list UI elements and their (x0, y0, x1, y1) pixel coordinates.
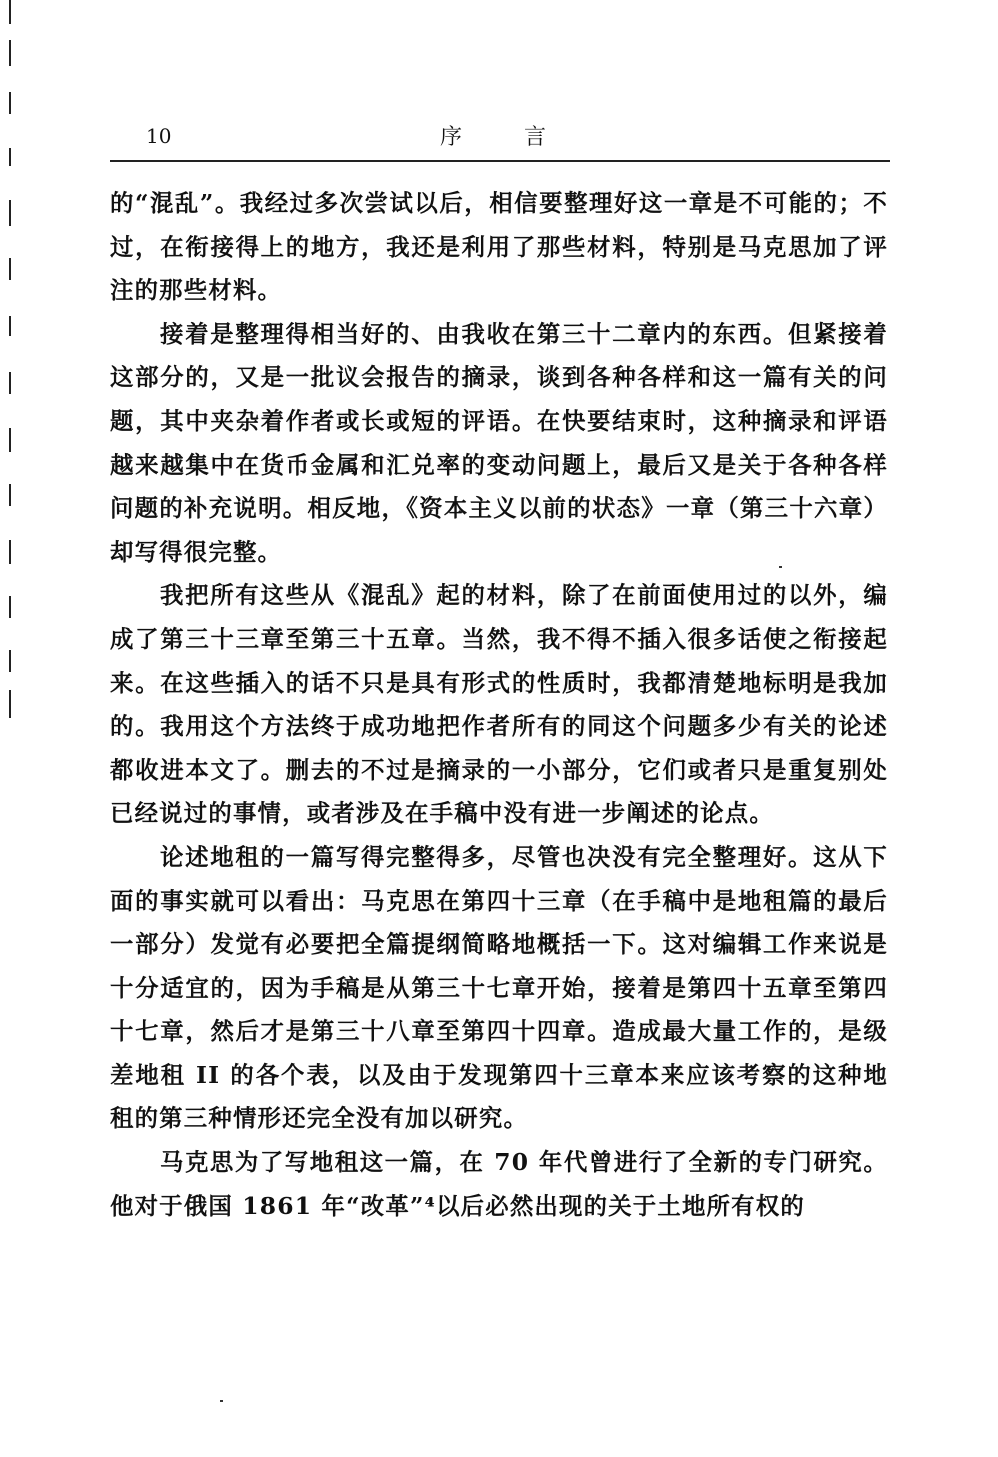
paragraph: 论述地租的一篇写得完整得多，尽管也决没有完全整理好。这从下面的事实就可以看出：马克思在第四十三章（在手稿中是地租篇的最后一部分）发觉有必要把全篇提纲简略地概括一下。这对编辑工作来说是十分适宜的，因为手稿是从第三十七章开始，接着是第四十五章至第四十七章，然后才是第三十八章至第四十四章。造成最大量工作的，是级差地租 II 的各个表，以及由于发现第四十三章本来应该考察的这种地租的第三种情形还完全没有加以研究。 (110, 842, 888, 1133)
scan-speck (220, 1400, 223, 1402)
paragraph-continued: 的“混乱”。我经过多次尝试以后，相信要整理好这一章是不可能的；不过，在衔接得上的地方，我还是利用了那些材料，特别是马克思加了评注的那些材料。 (110, 189, 888, 305)
paragraph: 马克思为了写地租这一篇，在 70 年代曾进行了全新的专门研究。他对于俄国 1861 年“改革”⁴以后必然出现的关于土地所有权的 (110, 1148, 888, 1220)
scan-speck (779, 566, 782, 568)
page-header (110, 118, 890, 158)
running-title: 序言 (440, 125, 609, 150)
body-text (110, 182, 888, 1228)
header-rule (110, 160, 890, 162)
page-number: 10 (146, 124, 172, 148)
paragraph: 我把所有这些从《混乱》起的材料，除了在前面使用过的以外，编成了第三十三章至第三十五章。当然，我不得不插入很多话使之衔接起来。在这些插入的话不只是具有形式的性质时，我都清楚地标明是我加的。我用这个方法终于成功地把作者所有的同这个问题多少有关的论述都收进本文了。删去的不过是摘录的一小部分，它们或者只是重复别处已经说过的事情，或者涉及在手稿中没有进一步阐述的论点。 (110, 581, 888, 828)
binding-edge-marks (9, 0, 12, 720)
paragraph: 接着是整理得相当好的、由我收在第三十二章内的东西。但紧接着这部分的，又是一批议会报告的摘录，谈到各种各样和这一篇有关的问题，其中夹杂着作者或长或短的评语。在快要结束时，这种摘录和评语越来越集中在货币金属和汇兑率的变动问题上，最后又是关于各种各样问题的补充说明。相反地，《资本主义以前的状态》一章（第三十六章）却写得很完整。 (110, 319, 888, 566)
